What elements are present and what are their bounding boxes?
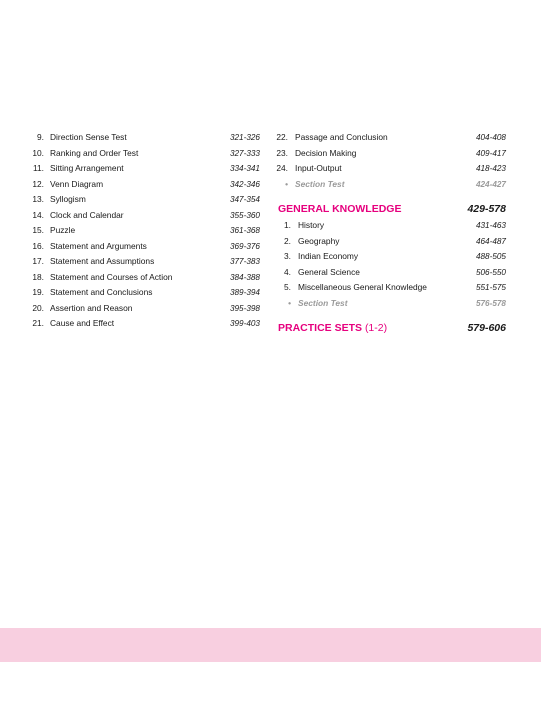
entry-title: History	[298, 220, 325, 230]
toc-entry	[274, 234, 506, 250]
entry-title: Syllogism	[50, 194, 86, 204]
entry-pages: 418-423	[475, 164, 506, 173]
toc-entry	[274, 218, 506, 234]
footer-band	[0, 628, 541, 662]
entry-pages: 384-388	[229, 272, 260, 282]
entry-title: Puzzle	[50, 225, 76, 235]
entry-pages: 361-368	[229, 226, 260, 235]
section-title	[278, 319, 387, 337]
entry-title: Statement and Assumptions	[50, 256, 155, 266]
entry-title: Assertion and Reason	[50, 302, 133, 313]
entry-title: Statement and Arguments	[50, 240, 147, 251]
toc-entry	[24, 130, 260, 146]
toc-entry	[24, 192, 260, 208]
entry-title: Cause and Effect	[50, 318, 115, 328]
entry-number: 19.	[32, 287, 44, 297]
entry-number: 22.	[276, 132, 288, 142]
entry-number: 1.	[284, 220, 291, 230]
toc-entry	[24, 301, 260, 317]
toc-entry	[24, 146, 260, 162]
toc-entry	[24, 316, 260, 332]
entry-pages: 395-398	[229, 303, 260, 313]
entry-title: Miscellaneous General Knowledge	[298, 282, 427, 292]
entry-title: Section Test	[295, 178, 345, 189]
entry-title: Venn Diagram	[50, 178, 104, 189]
entry-number: 9.	[37, 132, 44, 142]
entry-pages: 342-346	[229, 179, 260, 189]
entry-number: 5.	[284, 282, 291, 292]
toc-entry	[274, 265, 506, 281]
toc-entry	[24, 177, 260, 193]
section-test-entry	[274, 177, 506, 193]
toc-left-column	[24, 130, 260, 332]
entry-title: Sitting Arrangement	[50, 163, 124, 173]
entry-pages: 551-575	[475, 283, 506, 292]
entry-pages: 355-360	[229, 210, 260, 220]
entry-number: 14.	[32, 209, 44, 220]
entry-title: Passage and Conclusion	[295, 132, 388, 142]
entry-number: 10.	[32, 147, 44, 158]
entry-pages: 369-376	[229, 241, 260, 251]
toc-entry	[274, 249, 506, 265]
entry-pages: 409-417	[475, 148, 506, 158]
entry-title: Geography	[298, 235, 340, 246]
entry-title: Clock and Calendar	[50, 209, 124, 220]
entry-pages: 431-463	[475, 221, 506, 230]
toc-entry	[274, 146, 506, 162]
toc-entry	[24, 208, 260, 224]
entry-title: Ranking and Order Test	[50, 147, 139, 158]
entry-number: 16.	[32, 240, 44, 251]
entry-pages: 377-383	[229, 257, 260, 266]
entry-pages: 404-408	[475, 133, 506, 142]
entry-pages: 347-354	[229, 195, 260, 204]
entry-number: 13.	[32, 194, 44, 204]
toc-entry	[274, 161, 506, 177]
entry-number: 18.	[32, 271, 44, 282]
entry-title: Section Test	[298, 297, 348, 308]
section-title: GENERAL KNOWLEDGE	[278, 203, 402, 215]
entry-pages: 321-326	[229, 133, 260, 142]
bullet-icon: •	[285, 178, 288, 189]
entry-number: 15.	[32, 225, 44, 235]
toc-entry	[24, 254, 260, 270]
entry-number: 2.	[284, 235, 291, 246]
entry-number: 11.	[32, 163, 44, 173]
entry-number: 20.	[32, 302, 44, 313]
entry-title: Statement and Courses of Action	[50, 271, 173, 282]
toc-entry	[274, 280, 506, 296]
entry-pages: 464-487	[475, 236, 506, 246]
section-heading-practice-sets	[274, 319, 506, 337]
entry-pages: 576-578	[475, 298, 506, 308]
entry-number: 24.	[276, 163, 288, 173]
toc-entry	[24, 239, 260, 255]
entry-pages: 399-403	[229, 319, 260, 328]
entry-number: 12.	[32, 178, 44, 189]
entry-title: Direction Sense Test	[50, 132, 127, 142]
entry-pages: 506-550	[475, 267, 506, 277]
section-pages: 579-606	[467, 322, 506, 334]
entry-pages: 488-505	[475, 252, 506, 261]
toc-entry	[24, 161, 260, 177]
entry-number: 3.	[284, 251, 291, 261]
entry-title: General Science	[298, 266, 360, 277]
toc-entry	[24, 285, 260, 301]
entry-title: Decision Making	[295, 147, 357, 158]
toc-entry	[24, 270, 260, 286]
practice-sets-range: (1-2)	[364, 322, 388, 334]
section-test-entry	[274, 296, 506, 312]
practice-sets-title: PRACTICE SETS	[278, 322, 363, 334]
bullet-icon: •	[288, 297, 291, 308]
toc-entry	[24, 223, 260, 239]
entry-title: Input-Output	[295, 163, 342, 173]
entry-title: Indian Economy	[298, 251, 359, 261]
toc-entry	[274, 130, 506, 146]
section-heading-general-knowledge	[274, 200, 506, 218]
entry-number: 21.	[32, 318, 44, 328]
section-pages: 429-578	[467, 203, 506, 215]
entry-pages: 389-394	[229, 288, 260, 297]
toc-right-column	[274, 130, 506, 337]
entry-number: 23.	[276, 147, 288, 158]
entry-title: Statement and Conclusions	[50, 287, 153, 297]
entry-pages: 327-333	[229, 148, 260, 158]
entry-number: 4.	[284, 266, 291, 277]
entry-pages: 424-427	[475, 179, 506, 189]
entry-pages: 334-341	[229, 164, 260, 173]
entry-number: 17.	[32, 256, 44, 266]
